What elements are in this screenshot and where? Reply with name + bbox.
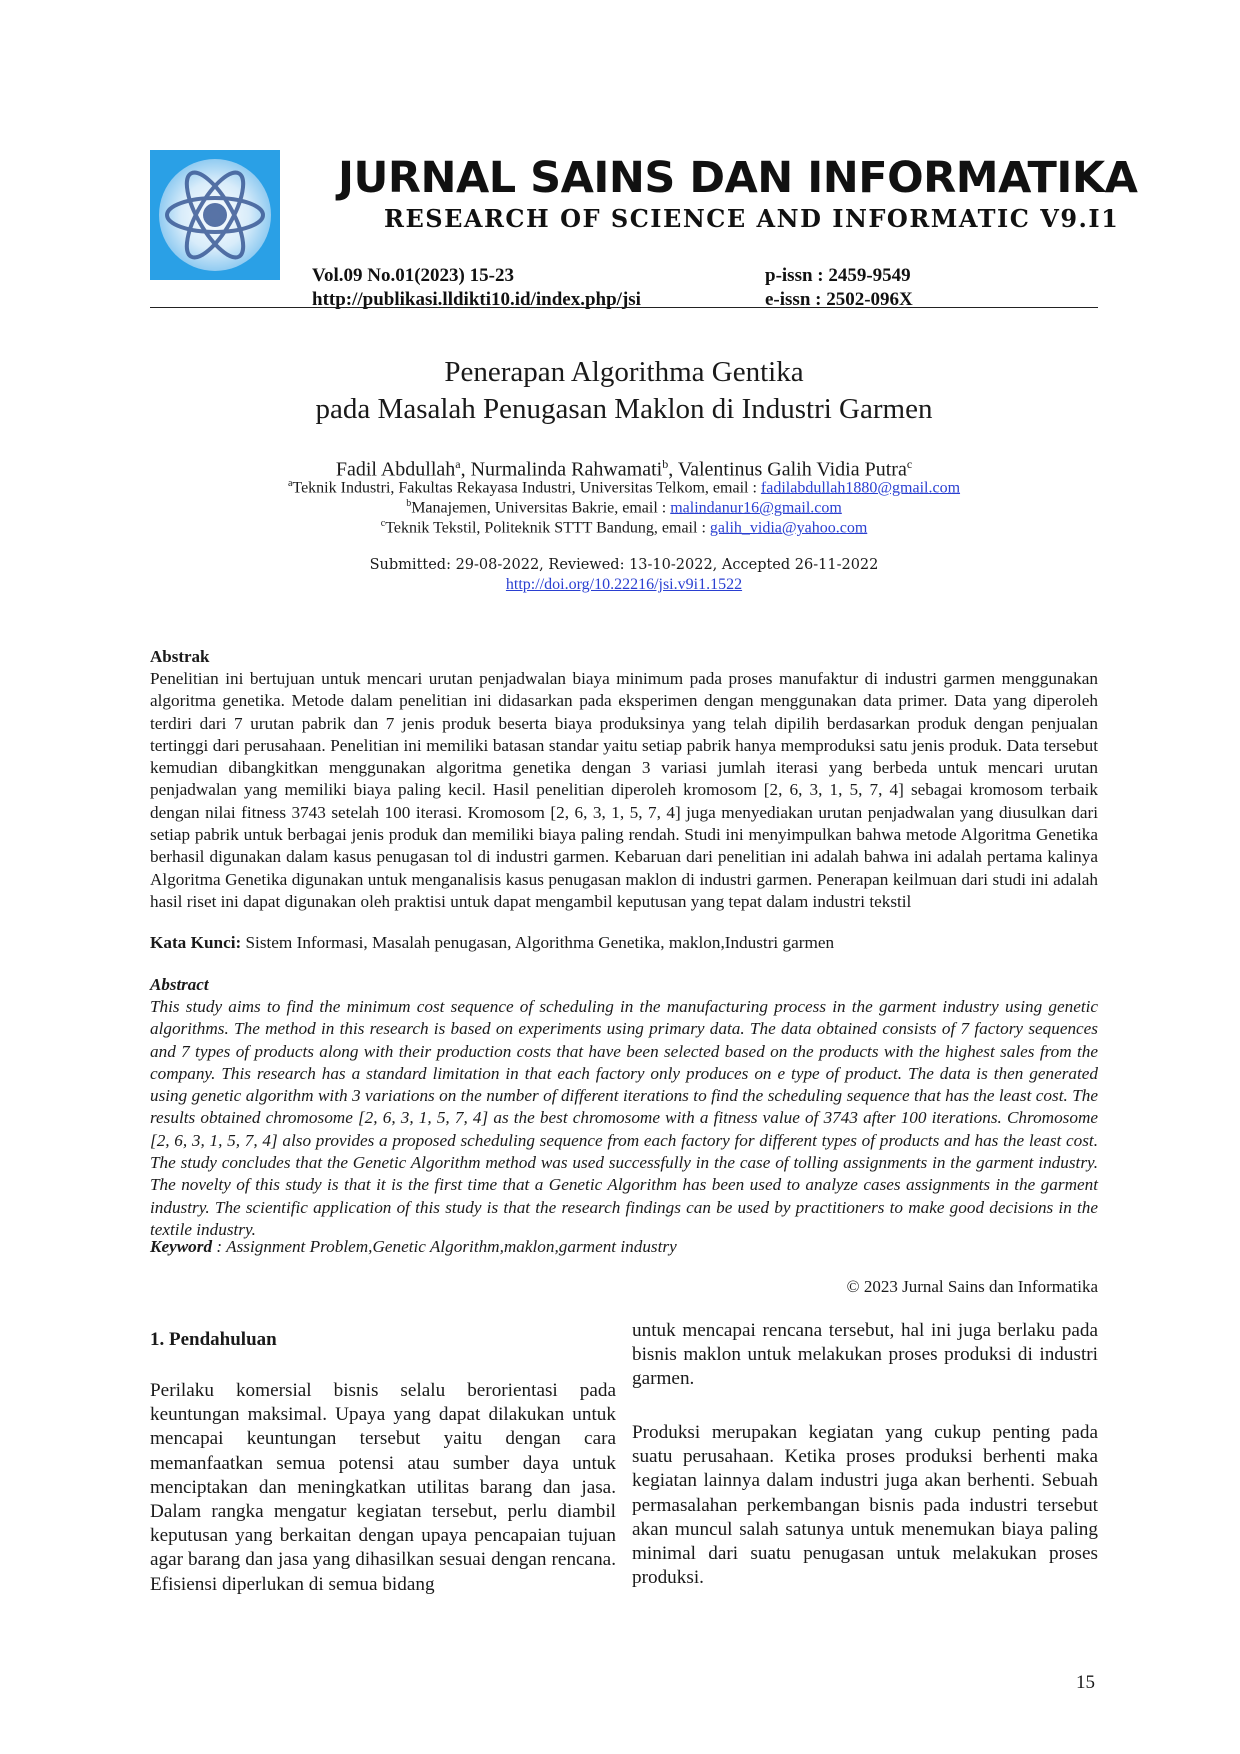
doi-link[interactable]: http://doi.org/10.22216/jsi.v9i1.1522 xyxy=(505,576,743,593)
email-link[interactable]: galih_vidia@yahoo.com xyxy=(709,519,868,537)
author-separator: , xyxy=(460,458,471,481)
keywords-en-values: : Assignment Problem,Genetic Algorithm,maklon,garment industry xyxy=(212,1237,677,1256)
e-issn: e-issn : 2502-096X xyxy=(765,289,913,310)
email-link[interactable]: fadilabdullah1880@gmail.com xyxy=(760,479,961,497)
abstract-id-heading: Abstrak xyxy=(150,647,210,666)
author-name: Valentinus Galih Vidia Putra xyxy=(677,458,907,481)
author-name: Nurmalinda Rahwamati xyxy=(470,458,663,481)
affiliation-text: Manajemen, Universitas Bakrie, email : xyxy=(411,499,671,517)
abstract-id-text: Penelitian ini bertujuan untuk mencari urutan penjadwalan biaya minimum pada proses manufaktur di industri garmen menggunakan algoritma genetika. Metode dalam penelitian ini didasarkan pada eksperimen dengan menggunakan data primer. Data yang diperoleh terdiri dari 7 urutan pabrik dan 7 jenis produk beserta biaya produksinya yang telah dipilih berdasarkan produk dengan penjualan tertinggi dari perusahaan. Penelitian ini memiliki batasan standar yaitu setiap pabrik hanya memproduksi satu jenis produk. Data tersebut kemudian dibangkitkan menggunakan algoritma genetika dengan 3 variasi jumlah iterasi yang berbeda untuk mencari urutan penjadwalan yang memiliki biaya paling kecil. Hasil penelitian diperoleh kromosom [2, 6, 3, 1, 5, 7, 4] sebagai kromosom terbaik dengan nilai fitness 3743 setelah 100 iterasi. Kromosom [2, 6, 3, 1, 5, 7, 4] juga menyediakan urutan penjadwalan yang diusulkan dari setiap pabrik untuk berbagai jenis produk dan memiliki biaya paling rendah. Studi ini menyimpulkan bahwa metode Algoritma Genetika berhasil digunakan dalam kasus penugasan tol di industri garmen. Kebaruan dari penelitian ini adalah bahwa ini adalah pertama kalinya Algoritma Genetika digunakan untuk menganalisis kasus penugasan maklon di industri garmen. Penerapan keilmuan dari studi ini adalah hasil riset ini dapat digunakan oleh praktisi untuk dapat mengambil keputusan yang tepat dalam industri tekstil xyxy=(150,669,1098,911)
affiliation-mark: b xyxy=(406,498,412,509)
author-affiliation-mark: c xyxy=(906,457,913,471)
affiliation-text: Teknik Tekstil, Politeknik STTT Bandung, email : xyxy=(385,519,710,537)
email-link[interactable]: malindanur16@gmail.com xyxy=(670,499,842,517)
p-issn: p-issn : 2459-9549 xyxy=(765,265,911,286)
atom-icon xyxy=(150,150,280,280)
author-name: Fadil Abdullah xyxy=(335,458,456,481)
body-right-paragraph-2: Produksi merupakan kegiatan yang cukup penting pada suatu perusahaan. Ketika proses produksi berhenti maka kegiatan lainnya dalam industri juga akan berhenti. Sebuah permasalahan perkembangan bisnis pada industri tersebut akan muncul salah satunya untuk menemukan biaya paling minimal dari suatu penugasan untuk melakukan proses produksi. xyxy=(632,1422,1098,1589)
journal-url[interactable]: http://publikasi.lldikti10.id/index.php/jsi xyxy=(312,289,641,310)
affiliation-mark: c xyxy=(380,518,386,529)
author-separator: , xyxy=(668,458,678,481)
keywords-id xyxy=(150,932,1098,954)
paper-title-line1: Penerapan Algorithma Gentika xyxy=(444,356,804,388)
keywords-en xyxy=(150,1236,1098,1258)
paper-title xyxy=(150,354,1098,428)
author-affiliation-mark: b xyxy=(662,457,669,471)
keywords-en-label: Keyword xyxy=(150,1237,213,1256)
affiliation-mark: a xyxy=(287,478,293,489)
copyright-notice: © 2023 Jurnal Sains dan Informatika xyxy=(846,1277,1098,1296)
header-divider xyxy=(150,307,1098,308)
body-left-paragraph-1: Perilaku komersial bisnis selalu berorientasi pada keuntungan maksimal. Upaya yang dapat dilakukan untuk mencapai keuntungan tersebut yaitu dengan cara memanfaatkan semua potensi atau sumber daya untuk menciptakan dan meningkatkan utilitas barang dan jasa. Dalam rangka mengatur kegiatan tersebut, perlu diambil keputusan yang berkaitan dengan upaya pencapaian tujuan agar barang dan jasa yang dihasilkan sesuai dengan rencana. Efisiensi diperlukan di semua bidang xyxy=(150,1380,616,1595)
abstract-en-heading: Abstract xyxy=(150,975,209,994)
abstract-en-text: This study aims to find the minimum cost sequence of scheduling in the manufacturing process in the garment industry using genetic algorithms. The method in this research is based on experiments using primary data. The data obtained consists of 7 factory sequences and 7 types of products along with their production costs that have been selected based on the products with the highest sales from the company. This research has a standard limitation in that each factory only produces on e type of product. The data is then generated using genetic algorithm with 3 variations on the number of different iterations to find the scheduling sequence that has the least cost. The results obtained chromosome [2, 6, 3, 1, 5, 7, 4] as the best chromosome with a fitness value of 3743 after 100 iterations. Chromosome [2, 6, 3, 1, 5, 7, 4] also provides a proposed scheduling sequence from each factory for different types of products and has the least cost. The study concludes that the Genetic Algorithm method was used successfully in the case of tolling assignments in the garment industry. The novelty of this study is that it is the first time that a Genetic Algorithm has been used to analyze cases assignments in the garment industry. The scientific application of this study is that the research findings can be used by practitioners to make good decisions in the textile industry. xyxy=(150,997,1098,1239)
affiliation-line xyxy=(150,514,1098,538)
journal-subtitle: RESEARCH OF SCIENCE AND INFORMATIC V9.I1 xyxy=(384,204,1120,233)
journal-logo xyxy=(150,150,280,280)
doi-line xyxy=(150,575,1098,595)
volume-info: Vol.09 No.01(2023) 15-23 xyxy=(312,265,514,286)
affiliation-text: Teknik Industri, Fakultas Rekayasa Industri, Universitas Telkom, email : xyxy=(292,479,761,497)
journal-title: JURNAL SAINS DAN INFORMATIKA xyxy=(338,153,1138,203)
page-number: 15 xyxy=(1076,1672,1095,1693)
keywords-id-label: Kata Kunci: xyxy=(150,933,242,952)
submission-dates: Submitted: 29-08-2022, Reviewed: 13-10-2022, Accepted 26-11-2022 xyxy=(369,557,879,573)
author-affiliation-mark: a xyxy=(455,457,461,471)
section-heading: 1. Pendahuluan xyxy=(150,1329,277,1350)
body-right-paragraph-1: untuk mencapai rencana tersebut, hal ini juga berlaku pada bisnis maklon untuk melakukan proses produksi di industri garmen. xyxy=(632,1320,1098,1390)
paper-title-line2: pada Masalah Penugasan Maklon di Industri Garmen xyxy=(315,393,933,425)
keywords-id-values: Sistem Informasi, Masalah penugasan, Algorithma Genetika, maklon,Industri garmen xyxy=(241,933,835,952)
